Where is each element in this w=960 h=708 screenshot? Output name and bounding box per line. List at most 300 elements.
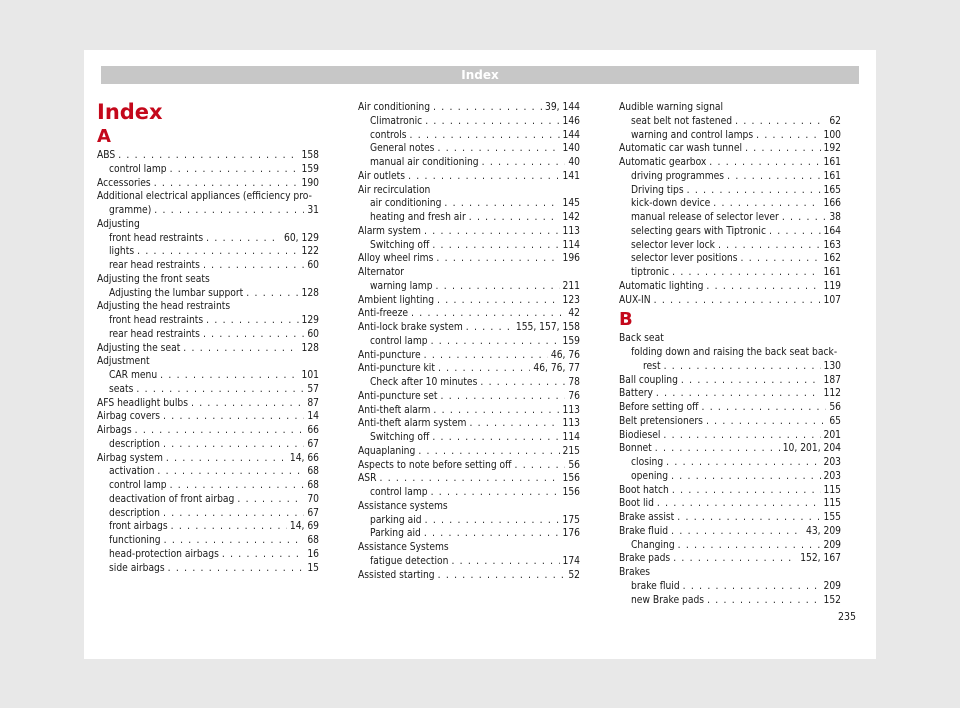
entry-page-ref: 66 [307, 425, 319, 436]
entry-page-ref: 128 [301, 287, 319, 299]
entry-term: seats [109, 383, 134, 395]
index-subentry [97, 438, 319, 452]
entry-page-ref: 192 [823, 143, 841, 155]
dot-leader [687, 184, 821, 198]
dot-leader [436, 252, 559, 266]
index-entry [619, 442, 841, 456]
entry-term: AUX-IN [619, 294, 651, 306]
index-subentry [358, 156, 580, 170]
entry-term: Anti-theft alarm system [358, 418, 467, 430]
dot-leader [657, 497, 821, 511]
index-entry [97, 342, 319, 356]
entry-term: front head restraints [109, 232, 204, 244]
index-subentry [358, 376, 580, 390]
index-heading: Brakes [619, 567, 651, 578]
entry-term: General notes [370, 143, 435, 155]
dot-leader [438, 362, 530, 376]
dot-leader [171, 520, 287, 534]
dot-leader [701, 401, 826, 415]
entry-page-ref: 62 [829, 115, 841, 127]
entry-term: control lamp [370, 487, 428, 498]
index-heading: Air recirculation [358, 184, 431, 196]
dot-leader [437, 142, 559, 156]
dot-leader [418, 445, 559, 459]
entry-page-ref: 130 [823, 360, 841, 372]
index-subentry [358, 142, 580, 156]
dot-leader [170, 163, 299, 177]
entry-term: parking aid [370, 514, 422, 526]
index-page [84, 50, 876, 659]
entry-term: heating and fresh air [370, 212, 466, 223]
index-entry-text: Additional electrical appliances (efficiency pro- [97, 191, 312, 203]
entry-term: warning and control lamps [631, 129, 754, 141]
index-subentry [619, 456, 841, 470]
index-subentry [619, 539, 841, 553]
entry-page-ref: 78 [568, 377, 580, 388]
entry-term: Boot hatch [619, 484, 669, 496]
index-heading: Back seat [619, 333, 664, 345]
index-heading: Adjusting the head restraints [97, 301, 231, 313]
index-subentry [97, 548, 319, 562]
entry-page-ref: 203 [823, 457, 841, 468]
entry-page-ref: 60, 129 [284, 232, 319, 244]
index-entry [619, 387, 841, 401]
index-entry [358, 445, 580, 459]
dot-leader [683, 580, 821, 594]
index-subentry [358, 197, 580, 211]
index-subentry [619, 129, 841, 143]
index-heading: Assistance Systems [358, 542, 449, 553]
dot-leader [431, 486, 560, 500]
index-subentry [97, 369, 319, 383]
entry-page-ref: 152, 167 [800, 553, 841, 565]
dot-leader [769, 225, 821, 239]
index-subentry [358, 555, 580, 569]
dot-leader [706, 280, 820, 294]
entry-term: Changing [631, 539, 675, 551]
dot-leader [246, 287, 298, 301]
entry-page-ref: 164 [823, 225, 841, 237]
dot-leader [713, 197, 820, 211]
entry-page-ref: 123 [562, 294, 580, 306]
dot-leader [671, 525, 803, 539]
index-entry [358, 472, 580, 486]
entry-page-ref: 145 [562, 198, 580, 210]
index-entry [358, 252, 580, 266]
index-entry [358, 101, 580, 115]
entry-page-ref: 68 [307, 466, 319, 478]
entry-term: Battery [619, 388, 653, 400]
entry-term: CAR menu [109, 370, 158, 381]
index-heading: Adjustment [97, 356, 150, 368]
dot-leader [664, 360, 821, 374]
entry-page-ref: 162 [823, 253, 841, 265]
entry-term: Ambient lighting [358, 294, 435, 306]
index-subentry [97, 232, 319, 246]
index-entry [358, 225, 580, 239]
entry-term: Adjusting the seat [97, 342, 181, 354]
entry-term: Alloy wheel rims [358, 253, 434, 265]
dot-leader [157, 465, 304, 479]
index-entry [97, 410, 319, 424]
entry-page-ref: 60 [307, 260, 319, 271]
index-heading: Adjusting [97, 218, 140, 230]
index-subentry [358, 280, 580, 294]
entry-term: Before setting off [619, 402, 699, 413]
index-entry-text: folding down and raising the back seat back- [631, 347, 838, 358]
entry-page-ref: 113 [562, 225, 580, 237]
entry-page-ref: 14, 69 [289, 521, 319, 533]
dot-leader [677, 511, 820, 525]
index-subentry [619, 594, 841, 608]
index-entry [619, 401, 841, 415]
entry-term: functioning [109, 535, 161, 546]
dot-leader [191, 397, 304, 411]
index-entry [619, 156, 841, 170]
index-subentry [619, 239, 841, 253]
dot-leader [444, 197, 559, 211]
index-subentry [358, 527, 580, 541]
index-subentry [97, 520, 319, 534]
dot-leader [482, 156, 566, 170]
entry-page-ref: 156 [562, 473, 580, 485]
entry-page-ref: 68 [307, 535, 319, 546]
entry-page-ref: 163 [823, 239, 841, 251]
index-heading: Audible warning signal [619, 102, 724, 113]
entry-page-ref: 56 [829, 402, 841, 413]
entry-term: ABS [97, 150, 116, 161]
dot-leader [206, 232, 281, 246]
entry-term: control lamp [370, 335, 428, 347]
index-subentry [97, 465, 319, 479]
entry-term: AFS headlight bulbs [97, 397, 188, 409]
entry-term: front head restraints [109, 315, 204, 326]
entry-term: Assisted starting [358, 569, 435, 581]
entry-term: head-protection airbags [109, 548, 219, 560]
dot-leader [466, 321, 513, 335]
entry-page-ref: 152 [823, 594, 841, 606]
entry-term: new Brake pads [631, 594, 705, 606]
index-subentry [619, 225, 841, 239]
index-subentry [358, 211, 580, 225]
page-number: 235 [838, 611, 857, 623]
dot-leader [672, 266, 820, 280]
entry-page-ref: 175 [562, 514, 580, 526]
entry-term: controls [370, 129, 407, 141]
entry-page-ref: 56 [568, 459, 580, 471]
entry-page-ref: 100 [823, 129, 841, 141]
dot-leader [741, 252, 821, 266]
entry-term: lights [109, 246, 135, 258]
entry-page-ref: 140 [562, 143, 580, 155]
dot-leader [160, 369, 298, 383]
entry-term: kick-down device [631, 198, 711, 210]
entry-page-ref: 166 [823, 198, 841, 210]
entry-page-ref: 10, 201, 204 [782, 443, 841, 455]
entry-term: Switching off [370, 239, 430, 251]
entry-term: tiptronic [631, 267, 670, 278]
index-subentry [619, 360, 841, 374]
index-entry [358, 417, 580, 431]
entry-term: Anti-puncture set [358, 390, 438, 402]
entry-term: Adjusting the lumbar support [109, 287, 244, 299]
entry-page-ref: 14, 66 [289, 452, 319, 464]
entry-page-ref: 113 [562, 404, 580, 416]
dot-leader [480, 376, 565, 390]
dot-leader [118, 149, 298, 163]
entry-term: Bonnet [619, 443, 652, 455]
entry-term: manual air conditioning [370, 157, 479, 168]
index-letter-heading: B [619, 309, 633, 331]
dot-leader [672, 484, 821, 498]
entry-page-ref: 57 [307, 383, 319, 395]
entry-term: Brake assist [619, 512, 675, 523]
index-subentry [619, 211, 841, 225]
entry-term: front airbags [109, 521, 168, 533]
dot-leader [451, 555, 559, 569]
entry-term: gramme) [109, 205, 152, 216]
entry-page-ref: 52 [568, 569, 580, 581]
dot-leader [433, 404, 559, 418]
dot-leader [135, 424, 305, 438]
dot-leader [168, 562, 305, 576]
entry-term: Parking aid [370, 528, 421, 540]
entry-page-ref: 101 [301, 370, 319, 381]
dot-leader [678, 539, 821, 553]
entry-page-ref: 144 [562, 129, 580, 141]
entry-page-ref: 190 [301, 177, 319, 189]
dot-leader [432, 239, 559, 253]
dot-leader [663, 429, 820, 443]
dot-leader [166, 452, 287, 466]
entry-page-ref: 161 [823, 170, 841, 182]
dot-leader [163, 438, 304, 452]
entry-term: Anti-puncture [358, 349, 421, 361]
index-heading: Adjusting the front seats [97, 273, 210, 285]
entry-term: fatigue detection [370, 555, 449, 567]
dot-leader [432, 431, 559, 445]
index-entry [619, 280, 841, 294]
index-subentry [97, 479, 319, 493]
index-entry [97, 424, 319, 438]
entry-page-ref: 107 [823, 294, 841, 306]
page-header: Index [101, 66, 859, 84]
dot-leader [673, 552, 797, 566]
dot-leader [707, 594, 820, 608]
entry-term: Aquaplaning [358, 445, 416, 457]
index-subentry [97, 245, 319, 259]
entry-term: air conditioning [370, 198, 442, 210]
entry-page-ref: 113 [562, 418, 580, 430]
entry-page-ref: 161 [823, 267, 841, 278]
index-entry [619, 511, 841, 525]
dot-leader [671, 470, 820, 484]
entry-page-ref: 76 [568, 390, 580, 402]
entry-page-ref: 65 [829, 415, 841, 427]
dot-leader [735, 115, 826, 129]
entry-page-ref: 211 [562, 280, 580, 292]
index-letter-heading: A [97, 126, 111, 147]
entry-page-ref: 203 [823, 470, 841, 482]
dot-leader [183, 342, 298, 356]
entry-term: selector lever lock [631, 239, 715, 251]
entry-page-ref: 119 [823, 280, 841, 292]
entry-page-ref: 141 [562, 170, 580, 182]
entry-term: Anti-lock brake system [358, 322, 463, 333]
index-entry [619, 429, 841, 443]
dot-leader [424, 349, 548, 363]
index-subentry [358, 431, 580, 445]
dot-leader [469, 211, 560, 225]
entry-term: Anti-puncture kit [358, 363, 435, 375]
dot-leader [655, 442, 780, 456]
entry-page-ref: 70 [307, 493, 319, 505]
entry-page-ref: 46, 76, 77 [533, 363, 580, 375]
index-entry [97, 397, 319, 411]
entry-term: description [109, 438, 160, 450]
entry-page-ref: 87 [307, 397, 319, 409]
page-title: Index [97, 100, 163, 124]
entry-page-ref: 112 [823, 388, 841, 400]
index-subentry [619, 580, 841, 594]
entry-term: seat belt not fastened [631, 115, 733, 127]
index-column-3 [619, 101, 841, 607]
entry-page-ref: 38 [829, 212, 841, 223]
index-subentry [358, 486, 580, 500]
entry-page-ref: 39, 144 [545, 102, 580, 113]
entry-term: Airbag covers [97, 411, 160, 423]
index-subentry [358, 514, 580, 528]
entry-term: Alarm system [358, 225, 421, 237]
dot-leader [431, 335, 560, 349]
entry-page-ref: 196 [562, 253, 580, 265]
entry-term: manual release of selector lever [631, 212, 779, 223]
index-subentry [97, 314, 319, 328]
index-subentry [619, 470, 841, 484]
dot-leader [136, 383, 304, 397]
dot-leader [424, 527, 560, 541]
dot-leader [154, 177, 299, 191]
dot-leader [164, 534, 305, 548]
entry-page-ref: 201 [823, 429, 841, 441]
index-column-2 [358, 101, 580, 582]
index-entry [358, 307, 580, 321]
dot-leader [433, 101, 542, 115]
dot-leader [379, 472, 559, 486]
index-entry [619, 552, 841, 566]
index-subentry [358, 115, 580, 129]
index-entry [358, 362, 580, 376]
entry-term: warning lamp [370, 280, 433, 292]
index-subentry [619, 266, 841, 280]
entry-term: side airbags [109, 562, 165, 574]
entry-term: closing [631, 457, 664, 468]
index-entry [97, 177, 319, 191]
index-subentry [358, 239, 580, 253]
index-entry [358, 321, 580, 335]
index-entry [619, 374, 841, 388]
dot-leader [170, 479, 305, 493]
entry-page-ref: 46, 76 [550, 349, 580, 361]
entry-page-ref: 43, 209 [806, 525, 841, 537]
entry-page-ref: 67 [307, 438, 319, 450]
entry-term: Brake fluid [619, 525, 669, 537]
dot-leader [222, 548, 304, 562]
index-entry [358, 170, 580, 184]
dot-leader [425, 115, 559, 129]
entry-page-ref: 31 [307, 205, 319, 216]
entry-term: Biodiesel [619, 429, 661, 441]
dot-leader [411, 307, 565, 321]
entry-page-ref: 155, 157, 158 [515, 322, 580, 333]
index-heading: Alternator [358, 267, 405, 278]
dot-leader [154, 204, 304, 218]
entry-term: description [109, 507, 160, 519]
entry-term: Automatic car wash tunnel [619, 143, 743, 155]
index-subentry [97, 163, 319, 177]
index-subentry [619, 170, 841, 184]
entry-page-ref: 158 [301, 150, 319, 161]
entry-term: activation [109, 466, 155, 478]
entry-page-ref: 156 [562, 487, 580, 498]
index-entry [358, 349, 580, 363]
entry-term: Airbag system [97, 452, 163, 464]
dot-leader [782, 211, 827, 225]
entry-page-ref: 114 [562, 432, 580, 443]
entry-term: Driving tips [631, 184, 684, 196]
index-entry [358, 294, 580, 308]
entry-term: driving programmes [631, 170, 725, 182]
entry-term: Anti-freeze [358, 308, 409, 320]
entry-term: brake fluid [631, 580, 680, 592]
entry-page-ref: 176 [562, 528, 580, 540]
entry-term: rear head restraints [109, 328, 200, 340]
entry-page-ref: 115 [823, 498, 841, 510]
dot-leader [237, 493, 304, 507]
index-subentry [97, 383, 319, 397]
index-subentry [619, 115, 841, 129]
entry-page-ref: 14 [307, 411, 319, 423]
index-heading: Assistance systems [358, 500, 448, 512]
index-entry [358, 569, 580, 583]
index-subentry [619, 252, 841, 266]
entry-page-ref: 40 [568, 157, 580, 168]
entry-term: Boot lid [619, 498, 654, 510]
dot-leader [410, 129, 560, 143]
dot-leader [681, 374, 821, 388]
index-entry [619, 294, 841, 308]
dot-leader [706, 415, 826, 429]
index-subentry [97, 328, 319, 342]
dot-leader [137, 245, 298, 259]
dot-leader [437, 294, 559, 308]
index-subentry [97, 507, 319, 521]
entry-page-ref: 142 [562, 212, 580, 223]
dot-leader [727, 170, 820, 184]
dot-leader [654, 294, 821, 308]
index-subentry [358, 129, 580, 143]
dot-leader [438, 569, 566, 583]
index-entry [619, 142, 841, 156]
entry-term: control lamp [109, 163, 167, 175]
entry-page-ref: 209 [823, 580, 841, 592]
index-entry [358, 404, 580, 418]
index-subentry [97, 259, 319, 273]
dot-leader [203, 328, 304, 342]
entry-term: Anti-theft alarm [358, 404, 431, 416]
entry-term: rest [643, 360, 661, 372]
index-subentry [97, 534, 319, 548]
